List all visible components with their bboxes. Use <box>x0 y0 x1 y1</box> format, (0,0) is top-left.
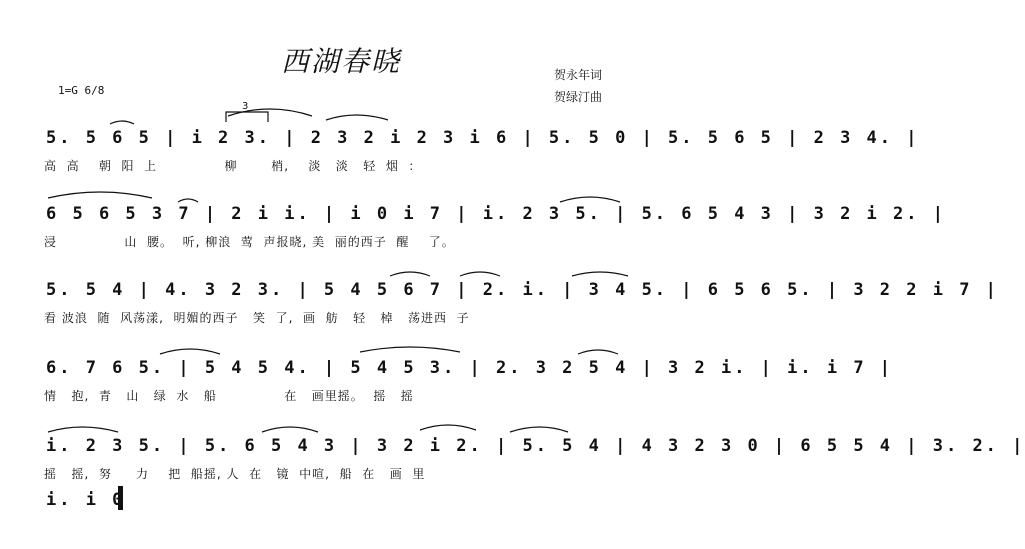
notation-line-2: 6 5 6 5 3 7 | 2 i i. | i 0 i 7 | i. 2 3 5. | 5. 6 5 4 3 | 3 2 i 2. | <box>46 204 946 224</box>
triplet-mark: 3 <box>242 101 249 112</box>
notation-line-6: i. i 0 <box>46 490 126 510</box>
lyric-line-3: 看 波浪 随 风荡漾, 明媚的西子 笑 了, 画 舫 轻 棹 荡进西 子 <box>44 311 470 325</box>
lyric-line-5: 摇 摇, 努 力 把 船摇, 人 在 镜 中喧, 船 在 画 里 <box>44 467 426 481</box>
notation-line-4: 6. 7 6 5. | 5 4 5 4. | 5 4 5 3. | 2. 3 2 5 4 | 3 2 i. | i. i 7 | <box>46 358 894 378</box>
notation-line-3: 5. 5 4 | 4. 3 2 3. | 5 4 5 6 7 | 2. i. | 3 4 5. | 6 5 6 5. | 3 2 2 i 7 | <box>46 280 999 300</box>
final-barline <box>118 486 123 510</box>
composer-credit: 贺绿汀曲 <box>554 90 603 104</box>
notation-line-5: i. 2 3 5. | 5. 6 5 4 3 | 3 2 i 2. | 5. 5 4 | 4 3 2 3 0 | 6 5 5 4 | 3. 2. | <box>46 436 1025 456</box>
lyric-line-4: 情 抱, 青 山 绿 水 船 在 画里摇。 摇 摇 <box>44 389 414 403</box>
lyricist-credit: 贺永年词 <box>554 68 603 82</box>
lyric-line-1: 高 高 朝 阳 上 柳 梢, 淡 淡 轻 烟 ： <box>44 159 422 173</box>
lyric-line-2: 浸 山 腰。 听, 柳浪 莺 声报晓, 美 丽的西子 醒 了。 <box>44 235 455 249</box>
key-signature: 1=G 6/8 <box>58 84 105 97</box>
song-title: 西湖春晓 <box>280 45 401 78</box>
notation-line-1: 5. 5 6 5 | i 2 3. | 2 3 2 i 2 3 i 6 | 5. 5 0 | 5. 5 6 5 | 2 3 4. | <box>46 128 920 148</box>
